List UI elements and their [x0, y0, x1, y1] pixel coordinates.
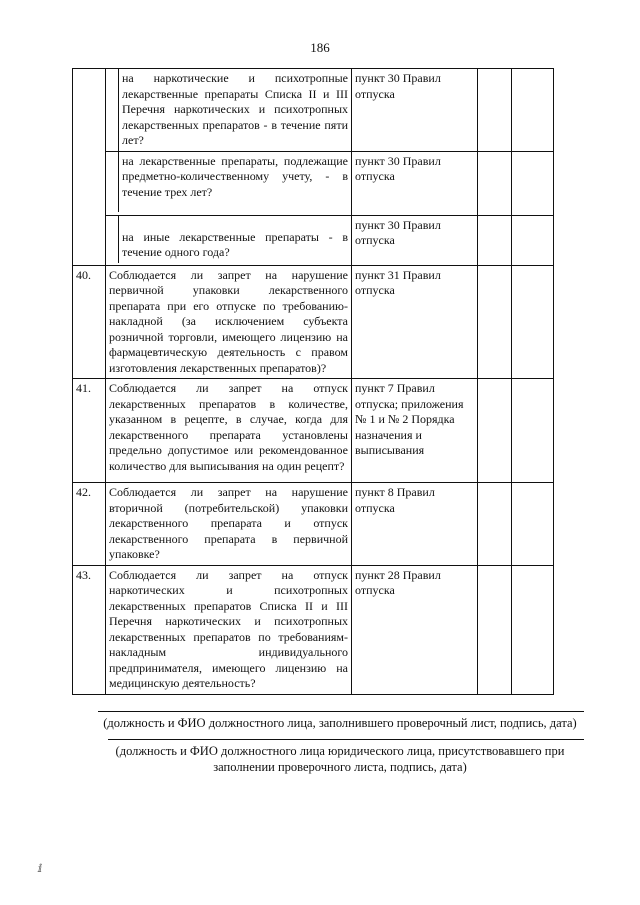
question-text: на лекарственные препараты, подлежащие предметно-количественному учету, - в течение трех лет?: [122, 153, 348, 199]
question-cell: [106, 215, 352, 265]
question-text: Соблюдается ли запрет на отпуск наркотических и психотропных лекарственных препаратов Списка II и III Перечня наркотических и психотропных лекарственных препаратов по требованиям-накладным индивидуального предпринимателя, имеющего лицензию на медицинскую деятельность?: [106, 565, 352, 694]
answer-no-cell: [512, 69, 554, 152]
answer-no-cell: [512, 265, 554, 379]
item-number: 43.: [73, 565, 106, 694]
reference-cell: пункт 30 Правил отпуска: [352, 69, 478, 152]
question-text: Соблюдается ли запрет на нарушение первичной упаковки лекарственного препарата при его отпуске по требованию-накладной (за исключением субъекта розничной торговли, имеющего лицензию на фармацевтическую деятельность с правом изготовления лекарственных препаратов)?: [106, 265, 352, 379]
answer-yes-cell: [478, 565, 512, 694]
answer-no-cell: [512, 151, 554, 215]
table-row: [73, 265, 554, 379]
answer-yes-cell: [478, 215, 512, 265]
table-row: [73, 565, 554, 694]
answer-yes-cell: [478, 265, 512, 379]
item-number: 42.: [73, 483, 106, 566]
item-number: 40.: [73, 265, 106, 379]
answer-no-cell: [512, 483, 554, 566]
scan-mark: ⅈ: [38, 863, 43, 875]
answer-no-cell: [512, 565, 554, 694]
signature-caption-2-line-2: заполнении проверочного листа, подпись, дата): [213, 760, 467, 774]
table-row: [73, 379, 554, 483]
answer-no-cell: [512, 379, 554, 483]
signature-line-1: [98, 711, 584, 712]
reference-cell: пункт 7 Правил отпуска; приложения № 1 и № 2 Порядка назначения и выписывания: [352, 379, 478, 483]
question-text: на наркотические и психотропные лекарственные препараты Списка II и III Перечня наркотических и психотропных лекарственных препаратов - в течение пяти лет?: [122, 71, 348, 147]
reference-cell: пункт 31 Правил отпуска: [352, 265, 478, 379]
question-text: на иные лекарственные препараты - в течение одного года?: [122, 229, 348, 259]
reference-cell: пункт 30 Правил отпуска: [352, 215, 478, 265]
answer-yes-cell: [478, 69, 512, 152]
checklist-table: [72, 68, 554, 695]
table-row: [73, 215, 554, 265]
question-cell: [106, 69, 352, 152]
table-row: [73, 69, 554, 152]
item-number-cell: [73, 69, 106, 266]
item-number: 41.: [73, 379, 106, 483]
signature-line-2: [108, 739, 584, 740]
question-text: Соблюдается ли запрет на отпуск лекарственных препаратов в количестве, указанном в рецепте, в случае, когда для лекарственного препарата установлены предельно допустимое или рекомендованное количество для выписывания на один рецепт?: [106, 379, 352, 483]
page-number: 186: [310, 40, 330, 55]
answer-yes-cell: [478, 483, 512, 566]
answer-no-cell: [512, 215, 554, 265]
reference-cell: пункт 8 Правил отпуска: [352, 483, 478, 566]
question-text: Соблюдается ли запрет на нарушение вторичной (потребительской) упаковки лекарственного препарата и отпуск лекарственного препарата в первичной упаковке?: [106, 483, 352, 566]
question-cell: [106, 151, 352, 215]
reference-cell: пункт 28 Правил отпуска: [352, 565, 478, 694]
signature-caption-1: (должность и ФИО должностного лица, заполнившего проверочный лист, подпись, дата): [103, 716, 577, 730]
table-row: [73, 151, 554, 215]
answer-yes-cell: [478, 379, 512, 483]
reference-cell: пункт 30 Правил отпуска: [352, 151, 478, 215]
signature-caption-2-line-1: (должность и ФИО должностного лица юридического лица, присутствовавшего при: [115, 744, 565, 758]
table-row: [73, 483, 554, 566]
answer-yes-cell: [478, 151, 512, 215]
